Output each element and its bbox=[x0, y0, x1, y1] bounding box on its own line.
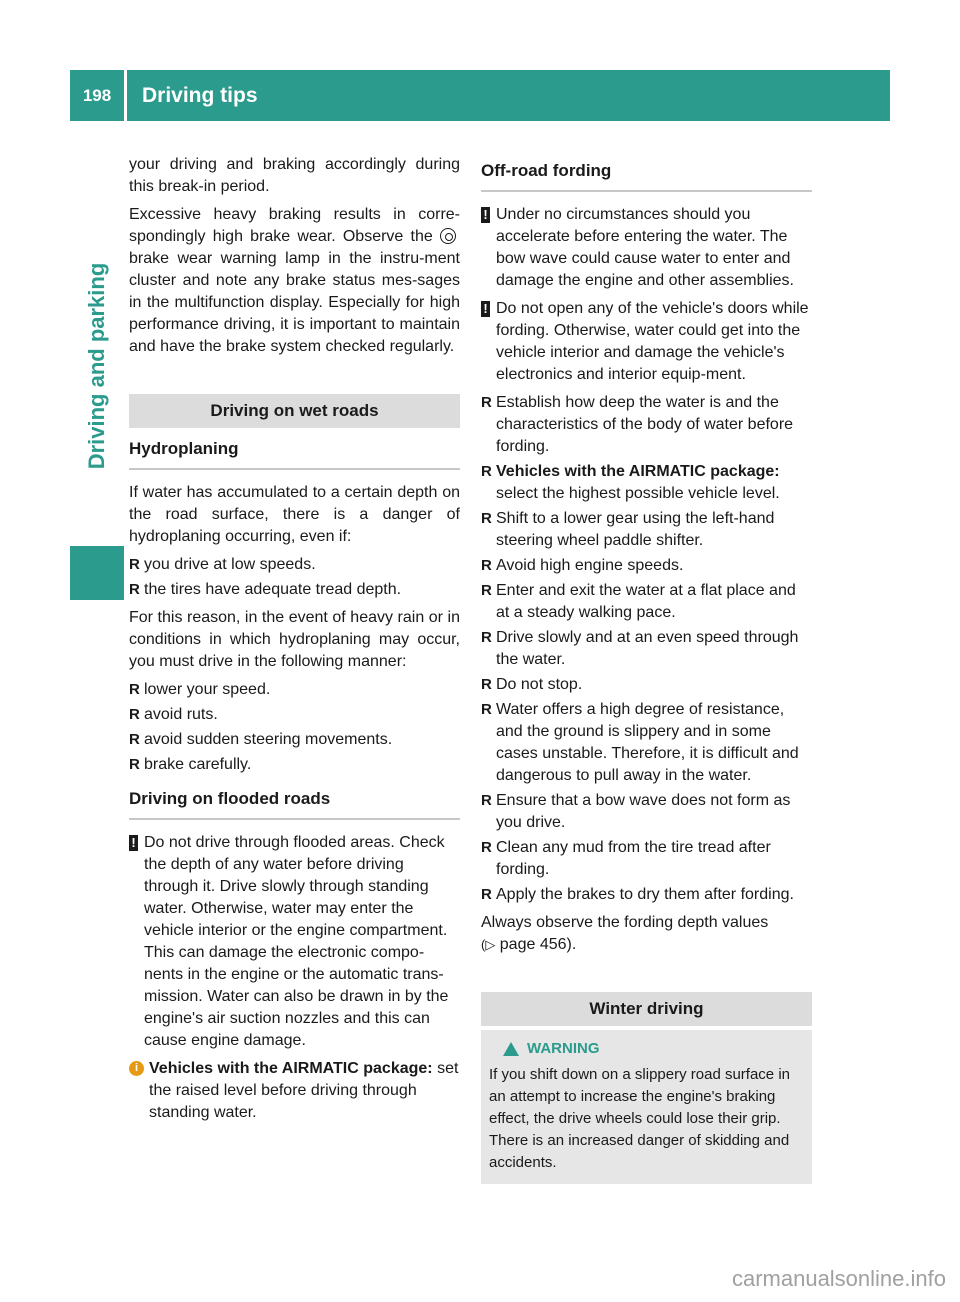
list-item: R Ensure that a bow wave does not form as you drive. bbox=[481, 790, 812, 834]
warning-heading: WARNING bbox=[489, 1038, 802, 1060]
paragraph: For this reason, in the event of heavy rain or in conditions in which hydroplaning may occur, you must drive in the following manner: bbox=[129, 609, 460, 670]
header-divider bbox=[124, 70, 127, 121]
list-item: R brake carefully. bbox=[129, 754, 460, 776]
heading-flooded-roads: Driving on flooded roads bbox=[129, 782, 460, 820]
list-item: R avoid sudden steering movements. bbox=[129, 729, 460, 751]
list-item: R Vehicles with the AIRMATIC package: select the highest possible vehicle level. bbox=[481, 461, 812, 505]
list-item: R Avoid high engine speeds. bbox=[481, 555, 812, 577]
paragraph: If water has accumulated to a certain depth on the road surface, there is a danger of hydroplaning occurring, even if: bbox=[129, 484, 460, 545]
heading-hydroplaning: Hydroplaning bbox=[129, 432, 460, 470]
list-item: R Enter and exit the water at a flat place and at a steady walking pace. bbox=[481, 580, 812, 624]
section-band-winter-driving: Winter driving bbox=[481, 992, 812, 1026]
list-item: R Apply the brakes to dry them after fording. bbox=[481, 884, 812, 906]
bullet-list bbox=[129, 554, 460, 601]
brake-wear-lamp-icon bbox=[440, 228, 456, 244]
exclamation-icon: ! bbox=[481, 207, 490, 223]
list-item: R Clean any mud from the tire tread after fording. bbox=[481, 837, 812, 881]
bullet-list bbox=[129, 679, 460, 776]
warning-text: If you shift down on a slippery road surface in an attempt to increase the engine's braking effect, the drive wheels could lose their grip. There is an increased danger of skidding and accidents. bbox=[489, 1066, 790, 1171]
side-section-label: Driving and parking bbox=[84, 262, 109, 470]
watermark: carmanualsonline.info bbox=[731, 1266, 946, 1291]
list-item: R Establish how deep the water is and the characteristics of the body of water before fording. bbox=[481, 392, 812, 458]
paragraph-brake-wear: Excessive heavy braking results in corre-spondingly high brake wear. Observe the brake wear warning lamp in the instru-ment cluster and note any brake status mes-sages in the multifunction display. Especially for high performance driving, it is important to maintain and have the brake system checked regularly. bbox=[129, 206, 460, 355]
warning-box bbox=[481, 1030, 812, 1184]
bullet-list bbox=[481, 392, 812, 906]
list-item: R lower your speed. bbox=[129, 679, 460, 701]
left-column bbox=[129, 154, 460, 1130]
list-item: R Do not stop. bbox=[481, 674, 812, 696]
list-item: R you drive at low speeds. bbox=[129, 554, 460, 576]
info-icon: i bbox=[129, 1061, 144, 1076]
list-item: R avoid ruts. bbox=[129, 704, 460, 726]
paragraph: your driving and braking accordingly during this break-in period. bbox=[129, 156, 460, 195]
warning-triangle-icon bbox=[503, 1042, 519, 1056]
info-note: i Vehicles with the AIRMATIC package: set the raised level before driving through standing water. bbox=[129, 1058, 460, 1124]
caution-note: ! Do not drive through flooded areas. Check the depth of any water before driving through it. Drive slowly through standing water. Otherwise, water may enter the vehicle interior or the engine compartment. This can damage the electronic compo-nents in the engine or the automatic trans-mission. Water can also be drawn in by the engine's air suction nozzles and this can cause engine damage. bbox=[129, 832, 460, 1052]
paragraph-fording-depth: Always observe the fording depth values (▷ page 456). bbox=[481, 914, 769, 953]
exclamation-icon: ! bbox=[129, 835, 138, 851]
page-reference-icon: (▷ bbox=[481, 937, 496, 952]
caution-note: ! Do not open any of the vehicle's doors while fording. Otherwise, water could get into the vehicle interior and damage the vehicle's electronics and interior equip-ment. bbox=[481, 298, 812, 386]
exclamation-icon: ! bbox=[481, 301, 490, 317]
heading-off-road-fording: Off-road fording bbox=[481, 154, 812, 192]
page-number: 198 bbox=[82, 85, 112, 105]
list-item: R Water offers a high degree of resistance, and the ground is slippery and in some cases unstable. Therefore, it is difficult and dangerous to pull away in the water. bbox=[481, 699, 812, 787]
list-item: R the tires have adequate tread depth. bbox=[129, 579, 460, 601]
list-item: R Drive slowly and at an even speed through the water. bbox=[481, 627, 812, 671]
section-band-wet-roads: Driving on wet roads bbox=[129, 394, 460, 428]
right-column bbox=[481, 154, 812, 1184]
side-tab-marker bbox=[70, 546, 124, 600]
caution-note: ! Under no circumstances should you accelerate before entering the water. The bow wave could cause water to enter and damage the engine and other assemblies. bbox=[481, 204, 812, 292]
list-item: R Shift to a lower gear using the left-hand steering wheel paddle shifter. bbox=[481, 508, 812, 552]
page-reference-link[interactable]: page 456). bbox=[499, 936, 577, 953]
page-title: Driving tips bbox=[142, 83, 258, 107]
